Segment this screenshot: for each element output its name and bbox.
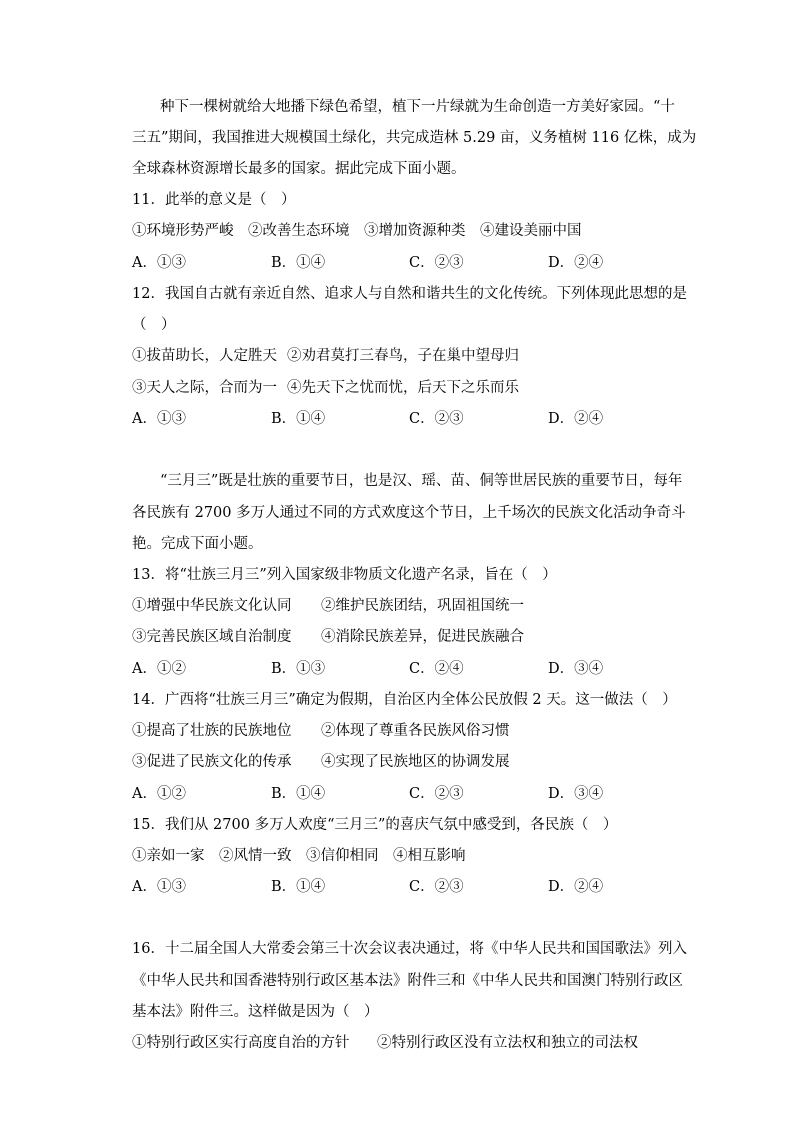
q12-stem-line2: （ ） bbox=[132, 317, 176, 333]
material1-line2: 三五”期间，我国推进大规模国土绿化，共完成造林 5.29 亩，义务植树 116 亿株，成为 bbox=[132, 130, 697, 146]
q14-option-c[interactable]: C．②③ bbox=[409, 786, 464, 802]
q12-statement-1: ①拔苗助长，人定胜天 bbox=[132, 348, 277, 364]
material2-line2: 各民族有 2700 多万人通过不同的方式欢度这个节日，上千场次的民族文化活动争奇斗 bbox=[132, 505, 686, 521]
q14-statement-3: ③促进了民族文化的传承 bbox=[132, 754, 292, 770]
q15-option-a[interactable]: A．①③ bbox=[132, 879, 186, 895]
q12-option-a[interactable]: A．①③ bbox=[132, 411, 186, 427]
q14-statement-1: ①提高了壮族的民族地位 bbox=[132, 723, 292, 739]
q12-option-c[interactable]: C．②③ bbox=[409, 411, 464, 427]
q12-statement-3: ③天人之际，合而为一 bbox=[132, 380, 277, 396]
q13-stem: 13．将“壮族三月三”列入国家级非物质文化遗产名录，旨在（ ） bbox=[132, 567, 557, 583]
q11-option-d[interactable]: D．②④ bbox=[548, 255, 604, 271]
q15-stem: 15．我们从 2700 多万人欢度“三月三”的喜庆气氛中感受到，各民族（ ） bbox=[132, 817, 618, 833]
q13-option-b[interactable]: B．①③ bbox=[271, 661, 326, 677]
q13-statement-1: ①增强中华民族文化认同 bbox=[132, 598, 292, 614]
q12-statement-2: ②劝君莫打三春鸟，子在巢中望母归 bbox=[287, 348, 519, 364]
q13-statement-4: ④消除民族差异，促进民族融合 bbox=[321, 629, 524, 645]
q12-option-b[interactable]: B．①④ bbox=[271, 411, 326, 427]
q13-option-d[interactable]: D．③④ bbox=[548, 661, 604, 677]
q11-stem: 11．此举的意义是（ ） bbox=[132, 192, 296, 208]
q13-statement-3: ③完善民族区域自治制度 bbox=[132, 629, 292, 645]
material2-line1: “三月三”既是壮族的重要节日，也是汉、瑶、苗、侗等世居民族的重要节日，每年 bbox=[160, 473, 683, 489]
q14-statement-4: ④实现了民族地区的协调发展 bbox=[321, 754, 510, 770]
q16-stem-line3: 基本法》附件三。这样做是因为（ ） bbox=[132, 1004, 379, 1020]
q13-statement-2: ②维护民族团结，巩固祖国统一 bbox=[321, 598, 524, 614]
q11-option-b[interactable]: B．①④ bbox=[271, 255, 326, 271]
q14-statement-2: ②体现了尊重各民族风俗习惯 bbox=[321, 723, 510, 739]
q15-option-d[interactable]: D．②④ bbox=[548, 879, 604, 895]
q16-statement-1: ①特别行政区实行高度自治的方针 bbox=[132, 1035, 350, 1051]
q13-option-c[interactable]: C．②④ bbox=[409, 661, 464, 677]
q16-stem-line2: 《中华人民共和国香港特别行政区基本法》附件三和《中华人民共和国澳门特别行政区 bbox=[132, 973, 683, 989]
q14-option-a[interactable]: A．①② bbox=[132, 786, 186, 802]
q14-stem: 14．广西将“壮族三月三”确定为假期，自治区内全体公民放假 2 天。这一做法（ ） bbox=[132, 692, 677, 708]
q12-statement-4: ④先天下之忧而忧，后天下之乐而乐 bbox=[287, 380, 519, 396]
q12-option-d[interactable]: D．②④ bbox=[548, 411, 604, 427]
material2-line3: 艳。完成下面小题。 bbox=[132, 536, 263, 552]
material1-line1: 种下一棵树就给大地播下绿色希望，植下一片绿就为生命创造一方美好家园。“十 bbox=[160, 99, 675, 115]
q14-option-d[interactable]: D．③④ bbox=[548, 786, 604, 802]
q14-option-b[interactable]: B．①④ bbox=[271, 786, 326, 802]
q15-statements: ①亲如一家 ②风情一致 ③信仰相同 ④相互影响 bbox=[132, 848, 466, 864]
q12-stem-line1: 12．我国自古就有亲近自然、追求人与自然和谐共生的文化传统。下列体现此思想的是 bbox=[132, 286, 687, 302]
q11-statements: ①环境形势严峻 ②改善生态环境 ③增加资源种类 ④建设美丽中国 bbox=[132, 223, 582, 239]
q15-option-c[interactable]: C．②③ bbox=[409, 879, 464, 895]
q16-stem-line1: 16．十二届全国人大常委会第三十次会议表决通过，将《中华人民共和国国歌法》列入 bbox=[132, 941, 687, 957]
material1-line3: 全球森林资源增长最多的国家。据此完成下面小题。 bbox=[132, 161, 466, 177]
q11-option-c[interactable]: C．②③ bbox=[409, 255, 464, 271]
q15-option-b[interactable]: B．①④ bbox=[271, 879, 326, 895]
q16-statement-2: ②特别行政区没有立法权和独立的司法权 bbox=[377, 1035, 638, 1051]
q13-option-a[interactable]: A．①② bbox=[132, 661, 186, 677]
q11-option-a[interactable]: A．①③ bbox=[132, 255, 186, 271]
